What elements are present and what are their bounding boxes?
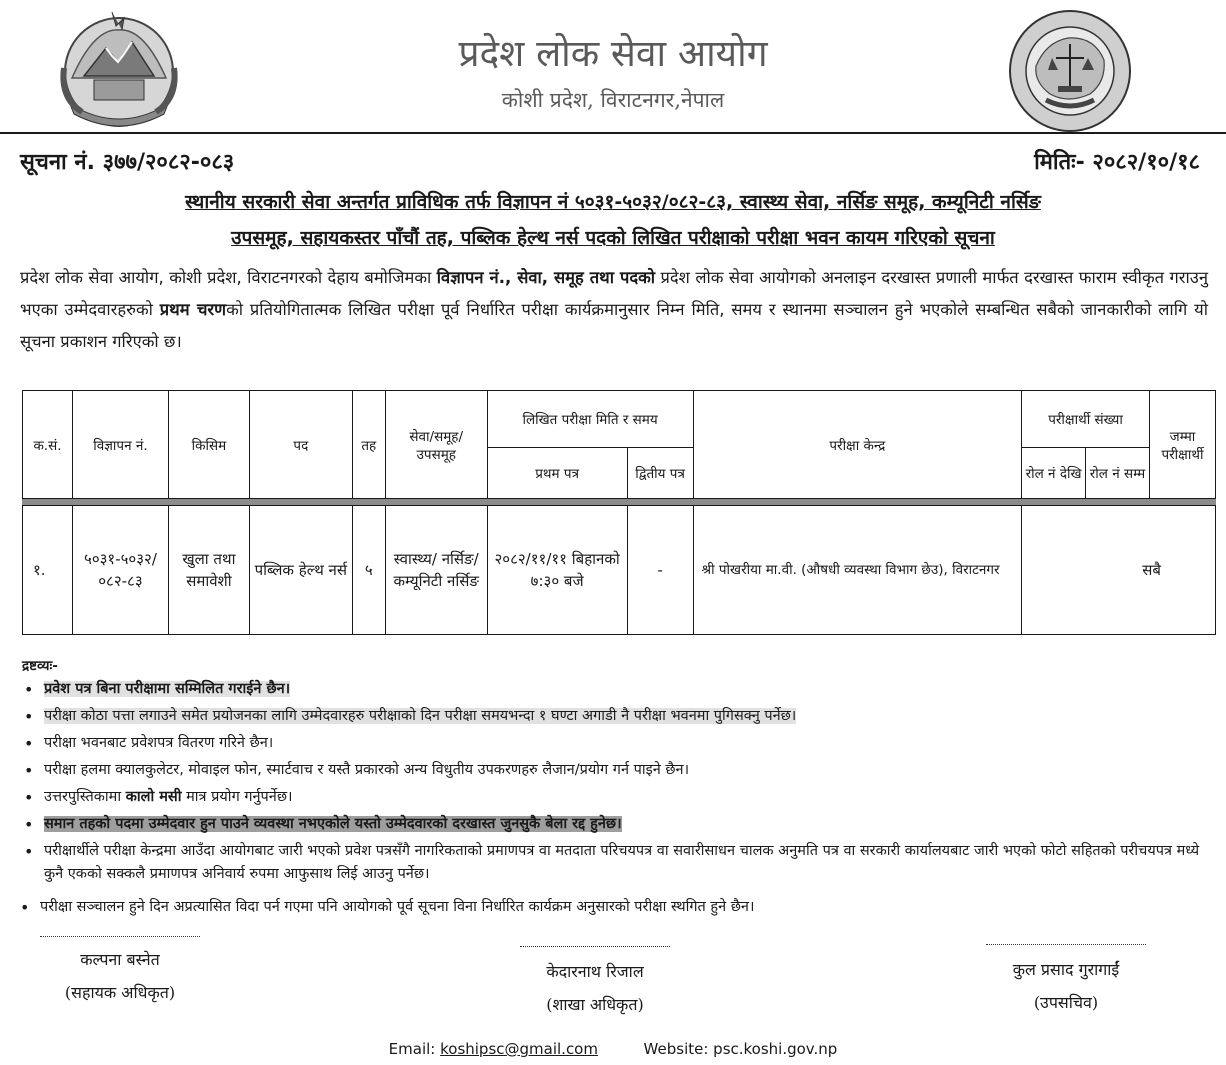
note-text: परीक्षा सञ्चालन हुने दिन अप्रत्यासित विदा पर्न गएमा पनि आयोगको पूर्व सूचना विना निर्धारित कार्यक्रम अनुसारको परीक्षा स्थगित हुने छैन। (40, 899, 755, 915)
intro-text-1: प्रदेश लोक सेवा आयोग, कोशी प्रदेश, विराटनगरको देहाय बमोजिमका (20, 268, 437, 287)
header-first-paper: प्रथम पत्र (487, 448, 627, 499)
header-type: किसिम (168, 391, 249, 499)
bullet-icon: • (20, 898, 30, 917)
note-text: परीक्षा भवनबाट प्रवेशपत्र वितरण गरिने छैन। (44, 735, 274, 751)
notes-list (22, 678, 1212, 923)
cell-center: श्री पोखरीया मा.वी. (औषधी व्यवस्था विभाग छेउ), विराटनगर (693, 506, 1022, 635)
intro-bold-2: प्रथम चरण (159, 300, 227, 319)
header-level: तह (352, 391, 385, 499)
bullet-icon: • (24, 680, 34, 699)
table-row (23, 506, 1216, 635)
notes-title: द्रष्टव्यः- (22, 658, 58, 674)
signatory-title: (शाखा अधिकृत) (546, 995, 644, 1014)
header-total: जम्मा परीक्षार्थी (1149, 391, 1215, 499)
cell-type: खुला तथा समावेशी (168, 506, 249, 635)
header-sn: क.सं. (23, 391, 73, 499)
note-item (22, 840, 1212, 886)
signature-line (520, 946, 670, 947)
note-text (44, 789, 293, 805)
signatory-name: कल्पना बस्नेत (80, 950, 160, 969)
note-text-before: उत्तरपुस्तिकामा (44, 789, 126, 805)
website-text: psc.koshi.gov.np (713, 1040, 838, 1058)
cell-roll: सबै (1022, 506, 1216, 635)
header-center: परीक्षा केन्द्र (693, 391, 1022, 499)
signature-block-3 (986, 944, 1146, 1019)
note-item (22, 705, 1212, 728)
note-text: परीक्षा हलमा क्यालकुलेटर, मोवाइल फोन, स्मार्टवाच र यस्तै प्रकारको अन्य विधुतीय उपकरणहरु लैजान/प्रयोग गर्न पाइने छैन। (44, 762, 690, 778)
organization-title: प्रदेश लोक सेवा आयोग (458, 32, 768, 75)
signature-line (986, 944, 1146, 945)
note-item (22, 732, 1212, 755)
header-roll-to: रोल नं सम्म (1086, 448, 1150, 499)
header-post: पद (249, 391, 352, 499)
note-text: परीक्षार्थीले परीक्षा केन्द्रमा आउँदा आयोगबाट जारी भएको प्रवेश पत्रसँगै नागरिकताको प्रमाणपत्र वा मतदाता परिचयपत्र वा सवारीसाधन चालक अनुमति पत्र वा सरकारी कार्यालयबाट जारी भएको फोटो सहितको परीचयपत्र मध्ये कुनै एकको सक्कलै प्रमाणपत्र अनिवार्य रुपमा आफुसाथ लिई आउनु पर्नेछ। (44, 843, 1200, 882)
bullet-icon: • (24, 761, 34, 780)
email-link[interactable]: koshipsc@gmail.com (440, 1040, 598, 1058)
bullet-icon: • (24, 734, 34, 753)
note-item (22, 786, 1212, 809)
intro-bold-1: विज्ञापन नं., सेवा, समूह तथा पदको (436, 268, 656, 287)
website-label: Website: (643, 1040, 714, 1058)
header-divider (0, 132, 1226, 134)
header-written-exam: लिखित परीक्षा मिति र समय (487, 391, 693, 448)
bullet-icon: • (24, 788, 34, 807)
signatory-title: (उपसचिव) (1033, 993, 1099, 1012)
cell-first-paper: २०८२/११/११ बिहानको ७:३० बजे (487, 506, 627, 635)
cell-second-paper: - (627, 506, 693, 635)
cell-service: स्वास्थ्य/ नर्सिङ/ कम्यूनिटी नर्सिङ (385, 506, 487, 635)
note-text-bold: कालो मसी (125, 789, 182, 805)
bullet-icon: • (24, 815, 34, 834)
header-roll-from: रोल नं देखि (1022, 448, 1086, 499)
organization-address: कोशी प्रदेश, विराटनगर,नेपाल (501, 88, 725, 112)
intro-text-3: को प्रतियोगितात्मक लिखित परीक्षा पूर्व निर्धारित परीक्षा कार्यक्रमानुसार निम्न मिति, समय र स्थानमा सञ्चालन हुने भएकोले सम्बन्धित सबैको जानकारीको लागि यो सूचना प्रकाशन गरिएको छ। (20, 300, 1208, 351)
header-service: सेवा/समूह/ उपसमूह (385, 391, 487, 499)
header-candidates: परीक्षार्थी संख्या (1022, 391, 1150, 448)
psc-seal-icon (1006, 8, 1134, 134)
email-label: Email: (388, 1040, 441, 1058)
header-second-paper: द्वितीय पत्र (627, 448, 693, 499)
note-text-after: मात्र प्रयोग गर्नुपर्नेछ। (181, 789, 293, 805)
signatory-name: केदारनाथ रिजाल (546, 962, 644, 981)
note-text: प्रवेश पत्र बिना परीक्षामा सम्मिलित गराईने छैन। (44, 681, 291, 697)
cell-ad-no: ५०३१-५०३२/ ०८२-८३ (72, 506, 168, 635)
note-item (18, 896, 1208, 919)
cell-sn: १. (23, 506, 73, 635)
cell-post: पब्लिक हेल्थ नर्स (249, 506, 352, 635)
bullet-icon: • (24, 707, 34, 726)
table-separator (23, 499, 1216, 506)
notice-subject (20, 184, 1206, 256)
intro-paragraph (20, 262, 1208, 358)
signature-line (40, 936, 200, 937)
note-item (22, 678, 1212, 701)
subject-line-2: उपसमूह, सहायकस्तर पाँचौं तह, पब्लिक हेल्थ नर्स पदको लिखित परीक्षाको परीक्षा भवन कायम गरिएको सूचना (231, 227, 995, 249)
note-item (22, 813, 1212, 836)
notice-date: मितिः- २०८२/१०/१८ (1034, 150, 1200, 175)
signatory-name: कुल प्रसाद गुरागाईं (1012, 960, 1120, 979)
bullet-icon: • (24, 842, 34, 861)
note-text: समान तहको पदमा उम्मेदवार हुन पाउने व्यवस्था नभएकोले यस्तो उम्मेदवारको दरखास्त जुनसुकै बेला रद्द हुनेछ। (44, 816, 622, 832)
signature-block-1 (40, 936, 200, 1009)
note-text: परीक्षा कोठा पत्ता लगाउने समेत प्रयोजनका लागि उम्मेदवारहरु परीक्षाको दिन परीक्षा समयभन्दा १ घण्टा अगाडी नै परीक्षा भवनमा पुगिसक्नु पर्नेछ। (44, 708, 797, 724)
header-ad-no: विज्ञापन नं. (72, 391, 168, 499)
intro-text-2: प्रदेश लोक सेवा आयोगको अनलाइन दरखास्त प्रणाली मार्फत दरखास्त फाराम स्वीकृत गराउनु भएका उम्मेदवारहरुको (20, 268, 1208, 319)
note-item (22, 759, 1212, 782)
subject-line-1: स्थानीय सरकारी सेवा अन्तर्गत प्राविधिक तर्फ विज्ञापन नं ५०३१-५०३२/०८२-८३, स्वास्थ्य सेवा, नर्सिङ समूह, कम्यूनिटी नर्सिङ (185, 191, 1041, 213)
signature-block-2 (520, 946, 670, 1021)
signatory-title: (सहायक अधिकृत) (64, 983, 176, 1002)
cell-level: ५ (352, 506, 385, 635)
notice-number: सूचना नं. ३७७/२०८२-०८३ (20, 150, 235, 175)
exam-schedule-table (22, 390, 1216, 635)
footer (0, 1040, 1226, 1058)
